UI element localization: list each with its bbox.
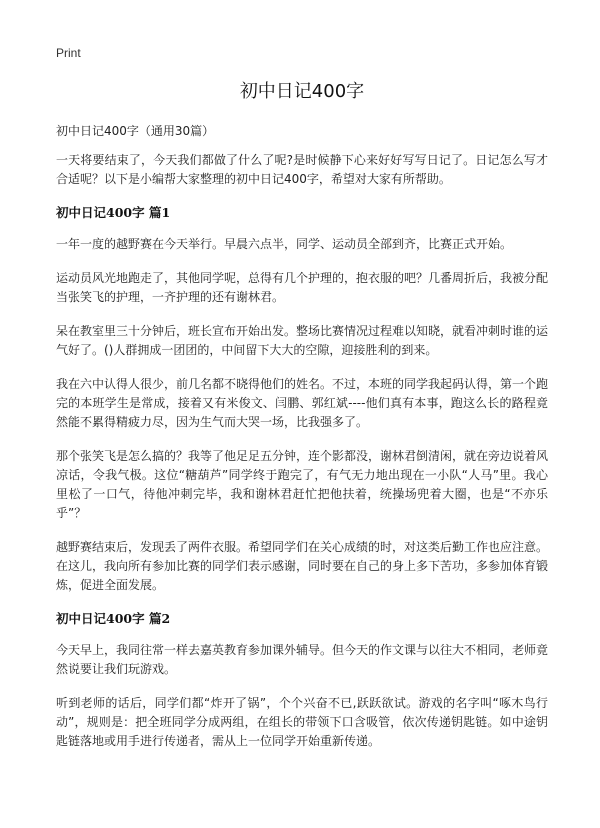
article-body xyxy=(56,122,548,766)
section-2-paragraph-1: 今天早上，我同往常一样去嘉英教育参加课外辅导。但今天的作文课与以往大不相同，老师竟然说要让我们玩游戏。 xyxy=(56,643,549,676)
article-subtitle: 初中日记400字（通用30篇） xyxy=(56,124,215,138)
section-heading-1: 初中日记400字 篇1 xyxy=(56,205,171,220)
section-1-paragraph-3: 呆在教室里三十分钟后，班长宣布开始出发。整场比赛情况过程难以知晓，就看冲刺时谁的运气好了。()人群拥成一团团的，中间留下大大的空隙，迎接胜利的到来。 xyxy=(56,324,549,357)
section-1-paragraph-1: 一年一度的越野赛在今天举行。早晨六点半，同学、运动员全部到齐，比赛正式开始。 xyxy=(56,237,513,251)
section-1-paragraph-2: 运动员风光地跑走了，其他同学呢，总得有几个护理的，抱衣服的吧？几番周折后，我被分配当张笑飞的护理，一齐护理的还有谢林君。 xyxy=(56,271,549,304)
section-1-paragraph-4: 我在六中认得人很少，前几名都不晓得他们的姓名。不过，本班的同学我起码认得，第一个跑完的本班学生是常成，接着又有米俊文、闫鹏、郭红斌----他们真有本事，跑这么长的路程竟然能不累得精疲力尽，因为生气而大哭一场，比我强多了。 xyxy=(56,377,549,429)
section-heading-2: 初中日记400字 篇2 xyxy=(56,611,171,626)
section-2-paragraph-2: 听到老师的话后，同学们都“炸开了锅”，个个兴奋不已,跃跃欲试。游戏的名字叫“啄木鸟行动”，规则是：把全班同学分成两组，在组长的带领下口含吸管，依次传递钥匙链。如中途钥匙链落地或用手进行传递者，需从上一位同学开始重新传递。 xyxy=(56,696,548,748)
section-1-paragraph-6: 越野赛结束后，发现丢了两件衣服。希望同学们在关心成绩的时，对这类后勤工作也应注意。在这儿，我向所有参加比赛的同学们表示感谢，同时要在自己的身上多下苦功，多参加体育锻炼，促进全面发展。 xyxy=(56,540,549,592)
intro-paragraph: 一天将要结束了，今天我们都做了什么了呢?是时候静下心来好好写写日记了。日记怎么写才合适呢？以下是小编帮大家整理的初中日记400字，希望对大家有所帮助。 xyxy=(56,153,548,186)
section-1-paragraph-5: 那个张笑飞是怎么搞的？我等了他足足五分钟，连个影都没，谢林君倒清闲，就在旁边说着风凉话，令我气极。这位“糖葫芦”同学终于跑完了，有气无力地出现在一小队“人马”里。我心里松了一口气，待他冲刺完毕，我和谢林君赶忙把他扶着，统操场兜着大圈，也是“不亦乐乎”？ xyxy=(56,449,549,520)
page-title: 初中日记400字 xyxy=(239,81,365,102)
print-link[interactable]: Print xyxy=(56,46,81,60)
